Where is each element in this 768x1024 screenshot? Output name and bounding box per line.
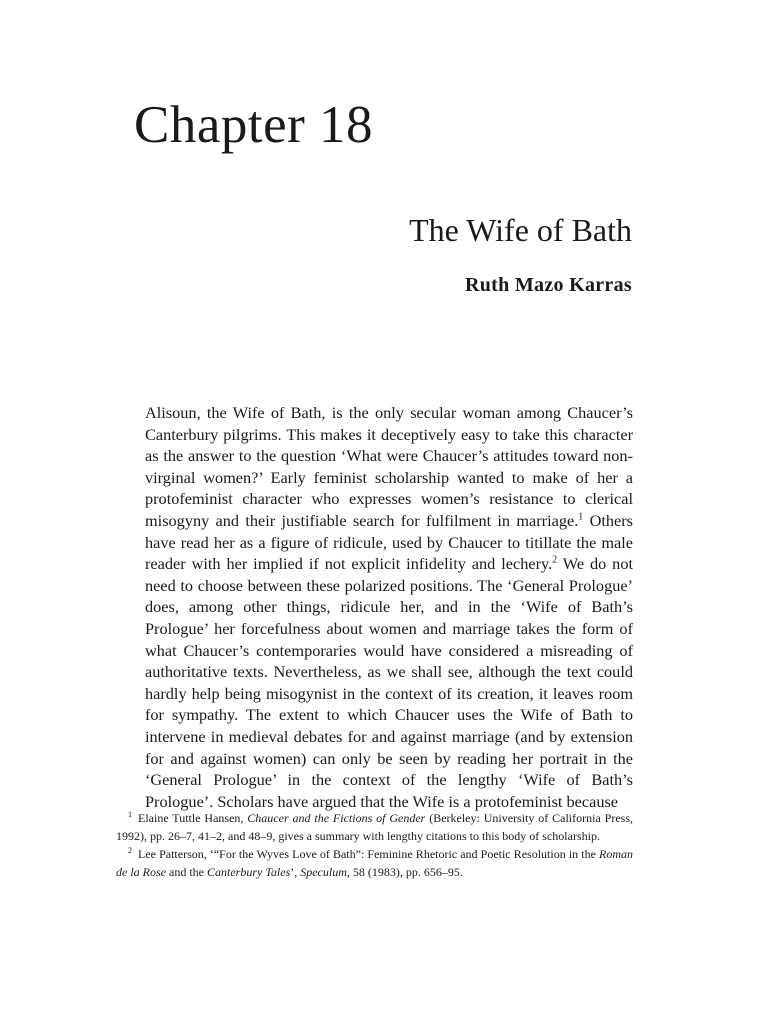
- body-paragraph: [145, 402, 633, 812]
- footnote-journal-title: Speculum: [300, 865, 347, 879]
- footnote-ref-2: 2: [552, 554, 558, 566]
- footnote-number: 2: [128, 846, 132, 855]
- body-text-segment: Alisoun, the Wife of Bath, is the only secular woman among Chaucer’s Canterbury pilgrims. This makes it deceptively easy to take this character as the answer to the question ‘What were Chaucer’s attitudes toward non-virginal women?’ Early feminist scholarship wanted to make of her a protofeminist character who expresses women’s resistance to clerical misogyny and their justifiable search for fulfilment in marriage.: [145, 403, 633, 530]
- footnote-book-title: Roman de la Rose: [116, 847, 633, 879]
- footnote-number: 1: [128, 810, 132, 819]
- footnote-text: Elaine Tuttle Hansen,: [138, 811, 248, 825]
- footnote-text: , 58 (1983), pp. 656–95.: [346, 865, 463, 879]
- chapter-title: The Wife of Bath: [409, 212, 632, 248]
- body-text-segment: We do not need to choose between these polarized positions. The ‘General Prologue’ does, among other things, ridicule her, and in the ‘Wife of Bath’s Prologue’ her forcefulness about women and marriage takes the form of what Chaucer’s contemporaries would have considered a misreading of authoritative texts. Nevertheless, as we shall see, although the text could hardly help being misogynist in the context of its creation, it leaves room for sympathy. The extent to which Chaucer uses the Wife of Bath to intervene in medieval debates for and against marriage (and by extension for and against women) can only be seen by reading her portrait in the ‘General Prologue’ in the context of the lengthy ‘Wife of Bath’s Prologue’. Scholars have argued that the Wife is a protofeminist because: [145, 554, 633, 811]
- body-text-segment: Others have read her as a figure of ridicule, used by Chaucer to titillate the male reader with her implied if not explicit infidelity and lechery.: [145, 510, 633, 574]
- footnote-1: [116, 809, 633, 845]
- footnotes: [116, 809, 633, 881]
- chapter-label: Chapter 18: [134, 96, 374, 154]
- author-name: Ruth Mazo Karras: [465, 274, 632, 296]
- footnote-book-title: Chaucer and the Fictions of Gender: [247, 811, 426, 825]
- footnote-text: and the: [166, 865, 207, 879]
- footnote-text: ’,: [290, 865, 301, 879]
- footnote-text: (Berkeley: University of California Press, 1992), pp. 26–7, 41–2, and 48–9, gives a summary with lengthy citations to this body of scholarship.: [116, 811, 633, 843]
- footnote-book-title: Canterbury Tales: [207, 865, 291, 879]
- footnote-ref-1: 1: [578, 511, 584, 523]
- footnote-2: [116, 845, 633, 881]
- footnote-text: Lee Patterson, ‘“For the Wyves Love of Bath”: Feminine Rhetoric and Poetic Resolution in the: [138, 847, 599, 861]
